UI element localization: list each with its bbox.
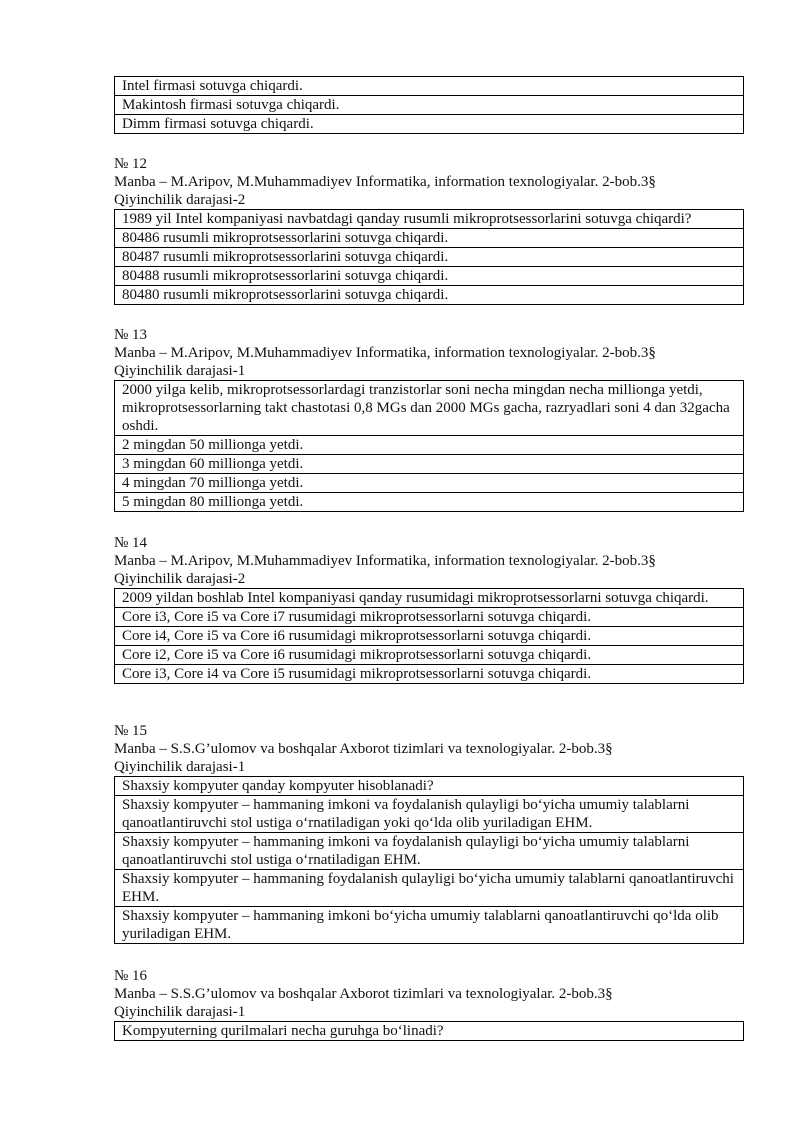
question-block-15	[114, 722, 754, 944]
answer-option: 80487 rusumli mikroprotsessorlarini sotuvga chiqardi.	[115, 248, 744, 267]
answer-option: 4 mingdan 70 millionga yetdi.	[115, 474, 744, 493]
answer-option: 3 mingdan 60 millionga yetdi.	[115, 455, 744, 474]
table-row	[115, 248, 744, 267]
question-meta	[114, 534, 754, 588]
answer-option: Core i3, Core i4 va Core i5 rusumidagi mikroprotsessorlarni sotuvga chiqardi.	[115, 665, 744, 684]
table-row	[115, 646, 744, 665]
answer-option: 80486 rusumli mikroprotsessorlarini sotuvga chiqardi.	[115, 229, 744, 248]
question-difficulty: Qiyinchilik darajasi-1	[114, 1004, 246, 1020]
question-source: Manba – M.Aripov, M.Muhammadiyev Informatika, information texnologiyalar. 2-bob.3§	[114, 345, 656, 361]
table-row	[115, 210, 744, 229]
answer-option: Shaxsiy kompyuter – hammaning imkoni bo‘yicha umumiy talablarni qanoatlantiruvchi qo‘lda olib yuriladigan EHM.	[115, 907, 744, 944]
table-row	[115, 870, 744, 907]
answer-option: 5 mingdan 80 millionga yetdi.	[115, 493, 744, 512]
question-text: 2000 yilga kelib, mikroprotsessorlardagi tranzistorlar soni necha mingdan necha millionga yetdi, mikroprotsessorlarning takt chastotasi 0,8 MGs dan 2000 MGs gacha, razryadlari soni 4 dan 32gacha oshdi.	[115, 381, 744, 436]
question-table	[114, 776, 744, 944]
answer-option: Shaxsiy kompyuter – hammaning imkoni va foydalanish qulayligi bo‘yicha umumiy talablarni qanoatlantiruvchi stol ustiga o‘rnatiladigan EHM.	[115, 833, 744, 870]
question-text: Shaxsiy kompyuter qanday kompyuter hisoblanadi?	[115, 777, 744, 796]
question-number: № 14	[114, 535, 148, 551]
table-row	[115, 96, 744, 115]
question-difficulty: Qiyinchilik darajasi-2	[114, 571, 246, 587]
question-source: Manba – M.Aripov, M.Muhammadiyev Informatika, information texnologiyalar. 2-bob.3§	[114, 174, 656, 190]
question-number: № 12	[114, 156, 148, 172]
answer-option: Shaxsiy kompyuter – hammaning foydalanish qulayligi bo‘yicha umumiy talablarni qanoatlantiruvchi EHM.	[115, 870, 744, 907]
table-row	[115, 493, 744, 512]
table-row	[115, 665, 744, 684]
question-block-13	[114, 326, 754, 512]
table-row	[115, 286, 744, 305]
answer-option: 80488 rusumli mikroprotsessorlarini sotuvga chiqardi.	[115, 267, 744, 286]
question-difficulty: Qiyinchilik darajasi-1	[114, 759, 246, 775]
question-source: Manba – S.S.G’ulomov va boshqalar Axborot tizimlari va texnologiyalar. 2-bob.3§	[114, 741, 613, 757]
table-row	[115, 381, 744, 436]
question-difficulty: Qiyinchilik darajasi-2	[114, 192, 246, 208]
answer-option: Core i4, Core i5 va Core i6 rusumidagi mikroprotsessorlarni sotuvga chiqardi.	[115, 627, 744, 646]
question-number: № 15	[114, 723, 148, 739]
answer-option: Makintosh firmasi sotuvga chiqardi.	[115, 96, 744, 115]
answer-option: Core i2, Core i5 va Core i6 rusumidagi mikroprotsessorlarni sotuvga chiqardi.	[115, 646, 744, 665]
table-row	[115, 474, 744, 493]
question-table	[114, 380, 744, 512]
answer-option: 2 mingdan 50 millionga yetdi.	[115, 436, 744, 455]
table-row	[115, 267, 744, 286]
table-row	[115, 796, 744, 833]
question-table	[114, 209, 744, 305]
table-row	[115, 1022, 744, 1041]
question-block-16	[114, 967, 754, 1041]
answer-option: 80480 rusumli mikroprotsessorlarini sotuvga chiqardi.	[115, 286, 744, 305]
question-block-12	[114, 155, 754, 305]
question-table	[114, 1021, 744, 1041]
table-row	[115, 436, 744, 455]
question-block-14	[114, 534, 754, 684]
question-number: № 16	[114, 968, 148, 984]
question-meta	[114, 155, 754, 209]
answer-option: Intel firmasi sotuvga chiqardi.	[115, 77, 744, 96]
question-text: Kompyuterning qurilmalari necha guruhga bo‘linadi?	[115, 1022, 744, 1041]
question-source: Manba – S.S.G’ulomov va boshqalar Axborot tizimlari va texnologiyalar. 2-bob.3§	[114, 986, 613, 1002]
answer-table	[114, 76, 744, 134]
table-row	[115, 777, 744, 796]
answer-option: Dimm firmasi sotuvga chiqardi.	[115, 115, 744, 134]
previous-question-answers	[114, 76, 744, 134]
answer-option: Shaxsiy kompyuter – hammaning imkoni va foydalanish qulayligi bo‘yicha umumiy talablarni qanoatlantiruvchi stol ustiga o‘rnatiladigan yoki qo‘lda olib yuriladigan EHM.	[115, 796, 744, 833]
table-row	[115, 907, 744, 944]
table-row	[115, 77, 744, 96]
question-table	[114, 588, 744, 684]
table-row	[115, 455, 744, 474]
table-row	[115, 589, 744, 608]
table-row	[115, 627, 744, 646]
table-row	[115, 608, 744, 627]
table-row	[115, 115, 744, 134]
table-row	[115, 833, 744, 870]
question-text: 2009 yildan boshlab Intel kompaniyasi qanday rusumidagi mikroprotsessorlarni sotuvga chiqardi.	[115, 589, 744, 608]
question-meta	[114, 326, 754, 380]
question-number: № 13	[114, 327, 148, 343]
question-meta	[114, 722, 754, 776]
question-text: 1989 yil Intel kompaniyasi navbatdagi qanday rusumli mikroprotsessorlarini sotuvga chiqardi?	[115, 210, 744, 229]
answer-option: Core i3, Core i5 va Core i7 rusumidagi mikroprotsessorlarni sotuvga chiqardi.	[115, 608, 744, 627]
question-source: Manba – M.Aripov, M.Muhammadiyev Informatika, information texnologiyalar. 2-bob.3§	[114, 553, 656, 569]
table-row	[115, 229, 744, 248]
question-meta	[114, 967, 754, 1021]
question-difficulty: Qiyinchilik darajasi-1	[114, 363, 246, 379]
